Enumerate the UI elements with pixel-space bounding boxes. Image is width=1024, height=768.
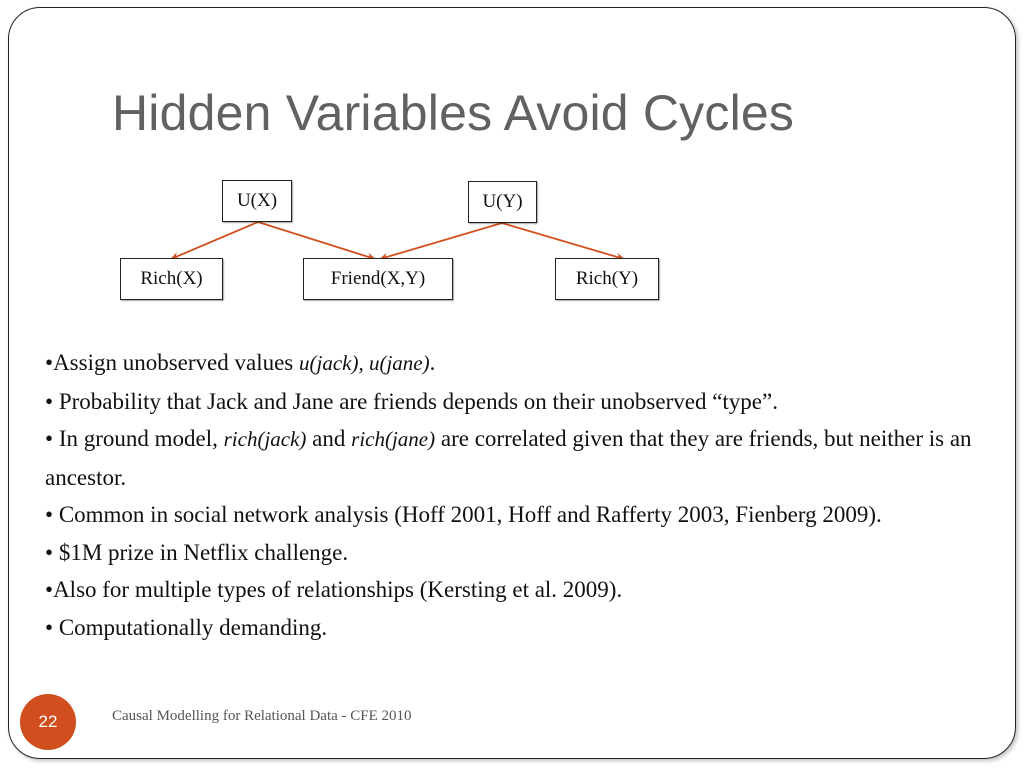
bullet-emphasis: rich(jack) — [223, 427, 307, 451]
bullet-text: Probability that Jack and Jane are friends depends on their unobserved “type”. — [58, 388, 778, 414]
bullet-item — [45, 383, 995, 421]
edge-ux-richx — [171, 222, 258, 259]
edge-uy-richy — [502, 223, 624, 259]
bullet-marker: • — [45, 539, 54, 565]
bullet-emphasis: rich(jane) — [351, 427, 436, 451]
bullet-marker: • — [45, 388, 54, 414]
bullet-marker: • — [45, 350, 54, 375]
bullet-item — [45, 571, 995, 609]
node-uy: U(Y) — [468, 181, 537, 223]
bullet-list — [45, 344, 995, 646]
bullet-marker: • — [45, 614, 54, 640]
footer-text: Causal Modelling for Relational Data - CFE 2010 — [112, 708, 412, 724]
bullet-text: Common in social network analysis (Hoff 2001, Hoff and Rafferty 2003, Fienberg 2009). — [58, 502, 882, 527]
bullet-emphasis: u(jack), u(jane) — [299, 351, 430, 375]
bullet-item — [45, 496, 995, 534]
node-rich-y: Rich(Y) — [555, 258, 659, 300]
bullet-text: In ground model, — [58, 426, 224, 451]
bullet-marker: • — [45, 502, 54, 527]
bullet-text: and — [306, 426, 352, 451]
bullet-item — [45, 420, 995, 496]
bullet-text-end: . — [429, 350, 436, 375]
bullet-marker: • — [45, 577, 54, 602]
bullet-text: Assign unobserved values — [53, 350, 299, 375]
node-friend-xy: Friend(X,Y) — [303, 258, 453, 300]
page-number-badge: 22 — [20, 694, 76, 750]
bullet-text: Computationally demanding. — [58, 614, 328, 640]
edge-uy-friend — [380, 223, 502, 259]
bullet-item — [45, 534, 995, 572]
bullet-text: $1M prize in Netflix challenge. — [58, 539, 349, 565]
bullet-item — [45, 609, 995, 647]
node-rich-x: Rich(X) — [120, 258, 223, 300]
bullet-text: are correlated given that they are friends, but neither is an ancestor. — [45, 426, 972, 490]
bullet-text: Also for multiple types of relationships (Kersting et al. 2009). — [53, 577, 623, 602]
node-ux: U(X) — [222, 180, 292, 222]
slide-title: Hidden Variables Avoid Cycles — [112, 85, 795, 141]
bullet-marker: • — [45, 426, 54, 451]
edge-ux-friend — [258, 222, 375, 259]
bullet-item — [45, 344, 995, 383]
